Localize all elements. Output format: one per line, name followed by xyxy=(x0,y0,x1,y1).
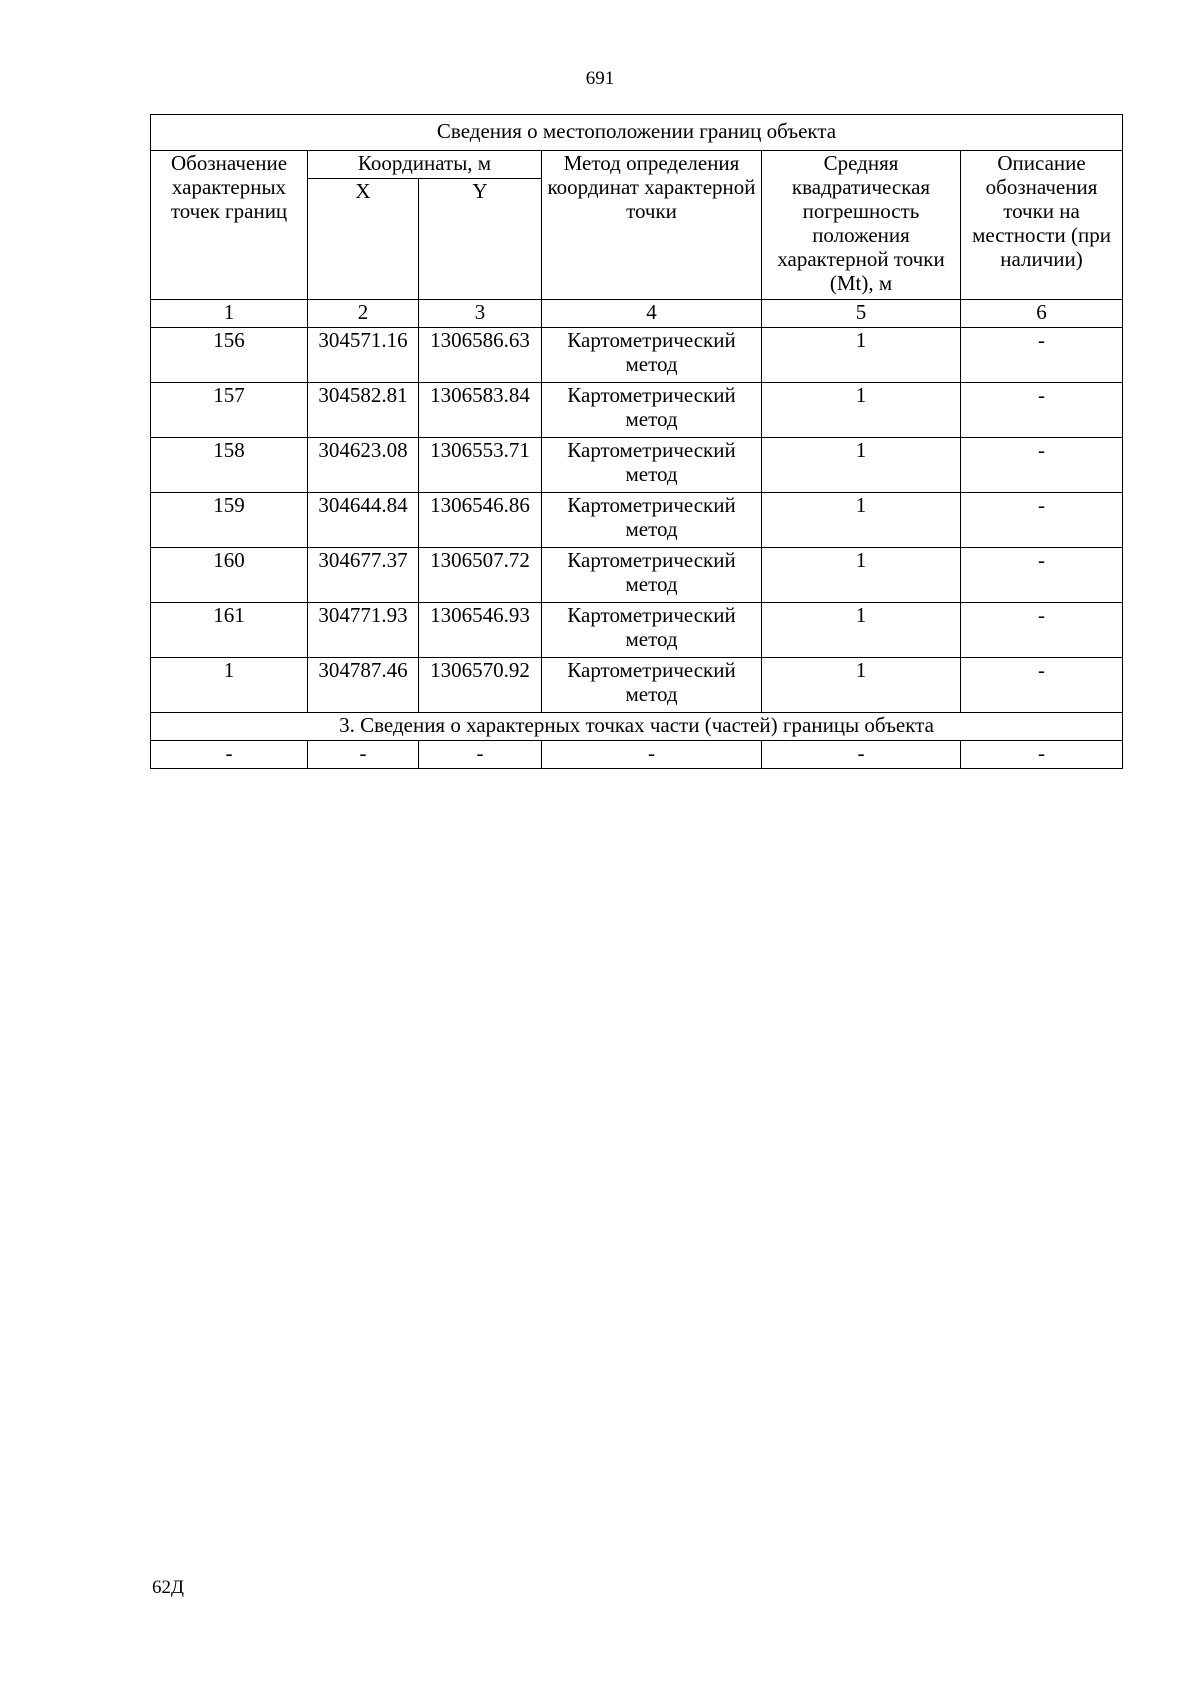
cell-point: 1 xyxy=(151,658,308,713)
column-number: 3 xyxy=(419,300,542,328)
cell-x: 304571.16 xyxy=(308,328,419,383)
cell-y: 1306570.92 xyxy=(419,658,542,713)
cell-error: 1 xyxy=(762,658,961,713)
cell-description: - xyxy=(961,328,1123,383)
cell-y: 1306586.63 xyxy=(419,328,542,383)
cell-y: 1306546.86 xyxy=(419,493,542,548)
cell-description: - xyxy=(961,493,1123,548)
cell-empty: - xyxy=(151,741,308,769)
table-row xyxy=(151,383,1123,438)
table-row xyxy=(151,493,1123,548)
cell-empty: - xyxy=(542,741,762,769)
page-number: 691 xyxy=(585,68,615,89)
cell-y: 1306507.72 xyxy=(419,548,542,603)
table-row xyxy=(151,328,1123,383)
cell-point: 158 xyxy=(151,438,308,493)
column-numbers-row xyxy=(151,300,1123,328)
footer-code: 62Д xyxy=(152,1577,184,1598)
header-coordinates: Координаты, м xyxy=(308,151,542,179)
cell-point: 161 xyxy=(151,603,308,658)
table-row xyxy=(151,548,1123,603)
column-number: 5 xyxy=(762,300,961,328)
cell-method: Картометрический метод xyxy=(542,548,762,603)
table-title: Сведения о местоположении границ объекта xyxy=(151,115,1123,151)
cell-y: 1306546.93 xyxy=(419,603,542,658)
cell-method: Картометрический метод xyxy=(542,438,762,493)
cell-empty: - xyxy=(961,741,1123,769)
cell-error: 1 xyxy=(762,493,961,548)
table-row xyxy=(151,603,1123,658)
cell-description: - xyxy=(961,603,1123,658)
cell-x: 304644.84 xyxy=(308,493,419,548)
cell-point: 156 xyxy=(151,328,308,383)
cell-y: 1306583.84 xyxy=(419,383,542,438)
cell-point: 160 xyxy=(151,548,308,603)
column-number: 4 xyxy=(542,300,762,328)
cell-method: Картометрический метод xyxy=(542,493,762,548)
cell-error: 1 xyxy=(762,328,961,383)
cell-error: 1 xyxy=(762,438,961,493)
cell-method: Картометрический метод xyxy=(542,328,762,383)
column-number: 1 xyxy=(151,300,308,328)
section3-title: 3. Сведения о характерных точках части (частей) границы объекта xyxy=(151,713,1123,741)
cell-empty: - xyxy=(419,741,542,769)
cell-x: 304677.37 xyxy=(308,548,419,603)
boundary-coordinates-table xyxy=(150,114,1123,769)
cell-method: Картометрический метод xyxy=(542,383,762,438)
cell-empty: - xyxy=(762,741,961,769)
table-row xyxy=(151,658,1123,713)
cell-description: - xyxy=(961,548,1123,603)
column-number: 2 xyxy=(308,300,419,328)
header-x: X xyxy=(308,179,419,300)
cell-error: 1 xyxy=(762,548,961,603)
cell-error: 1 xyxy=(762,603,961,658)
cell-x: 304787.46 xyxy=(308,658,419,713)
table-row xyxy=(151,438,1123,493)
cell-empty: - xyxy=(308,741,419,769)
section3-row xyxy=(151,741,1123,769)
header-method: Метод определения координат характерной точки xyxy=(542,151,762,300)
cell-description: - xyxy=(961,383,1123,438)
cell-error: 1 xyxy=(762,383,961,438)
column-number: 6 xyxy=(961,300,1123,328)
header-mean-error: Средняя квадратическая погрешность положения характерной точки (Mt), м xyxy=(762,151,961,300)
header-description: Описание обозначения точки на местности (при наличии) xyxy=(961,151,1123,300)
cell-point: 157 xyxy=(151,383,308,438)
cell-method: Картометрический метод xyxy=(542,658,762,713)
cell-point: 159 xyxy=(151,493,308,548)
cell-y: 1306553.71 xyxy=(419,438,542,493)
cell-description: - xyxy=(961,438,1123,493)
cell-method: Картометрический метод xyxy=(542,603,762,658)
cell-x: 304771.93 xyxy=(308,603,419,658)
cell-x: 304623.08 xyxy=(308,438,419,493)
header-y: Y xyxy=(419,179,542,300)
cell-x: 304582.81 xyxy=(308,383,419,438)
cell-description: - xyxy=(961,658,1123,713)
header-point-designation: Обозначение характерных точек границ xyxy=(151,151,308,300)
